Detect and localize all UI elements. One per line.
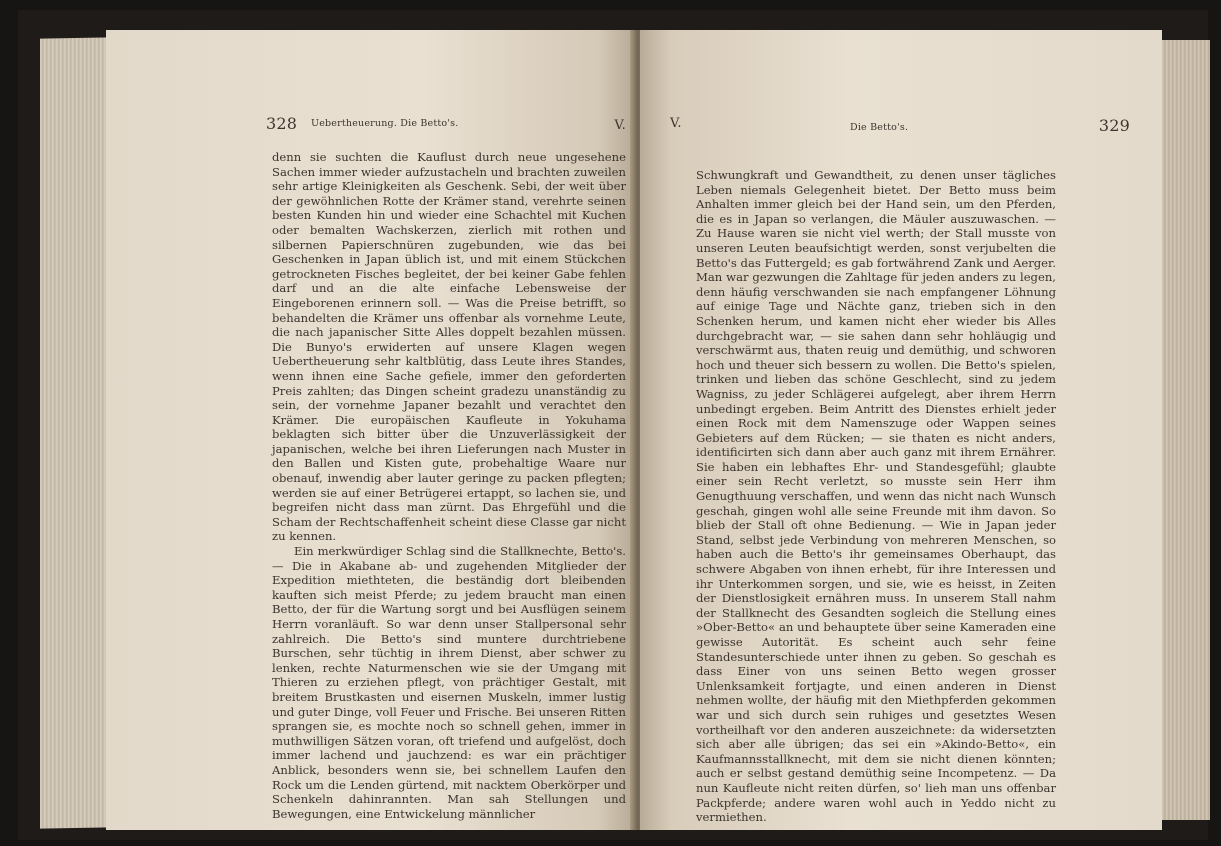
left-chapter-number: V. xyxy=(614,118,626,133)
right-running-head xyxy=(670,118,1130,142)
right-chapter-number: V. xyxy=(670,116,682,131)
left-running-title: Uebertheuerung. Die Betto's. xyxy=(311,118,459,129)
left-paragraph: Ein merkwürdiger Schlag sind die Stallknechte, Betto's. — Die in Akabane ab- und zugehenden Mitglieder der Expedition miethteten, die beständig dort bleibenden kauften sich meist Pferde; zu jedem braucht man einen Betto, der für die Wartung sorgt und bei Ausflügen seinem Herrn voranläuft. So war denn unser Stallpersonal sehr zahlreich. Die Betto's sind muntere durchtriebene Burschen, sehr tüchtig in ihrem Dienst, aber schwer zu lenken, rechte Naturmenschen wie sie der Umgang mit Thieren zu erziehen pflegt, von prächtiger Gestalt, mit breitem Brustkasten und eisernen Muskeln, immer lustig und guter Dinge, voll Feuer und Frische. Bei unseren Ritten sprangen sie, es mochte noch so schnell gehen, immer in muthwilligen Sätzen voran, oft triefend und aufgelöst, doch immer lachend und jauchzend: es war ein prächtiger Anblick, besonders wenn sie, bei schnellem Laufen den Rock um die Lenden gürtend, mit nacktem Oberkörper und Schenkeln dahinrannten. Man sah Stellungen und Bewegungen, eine Entwickelung männlicher xyxy=(272,544,626,821)
right-page-number: 329 xyxy=(1098,116,1130,135)
right-page-edges xyxy=(1158,40,1210,820)
left-paragraph: denn sie suchten die Kauflust durch neue ungesehene Sachen immer wieder aufzustacheln und brachten zuweilen sehr artige Kleinigkeiten als Geschenk. Sebi, der weit über der gewöhnlichen Rotte der Krämer stand, verehrte seinen besten Kunden hin und wieder eine Schachtel mit Kuchen oder bemalten Wachskerzen, zierlich mit rothen und silbernen Papierschnüren zugebunden, wie das bei Geschenken in Japan üblich ist, und mit einem Stückchen getrockneten Fisches begleitet, der bei keiner Gabe fehlen darf und an die alte einfache Lebensweise der Eingeborenen erinnern soll. — Was die Preise betrifft, so behandelten die Krämer uns offenbar als vornehme Leute, die nach japanischer Sitte Alles doppelt bezahlen müssen. Die Bunyo's erwiderten auf unsere Klagen wegen Uebertheuerung sehr kaltblütig, dass Leute ihres Standes, wenn ihnen eine Sache gefiele, immer den geforderten Preis zahlten; das Dingen scheint gradezu unanständig zu sein, der vornehme Japaner bezahlt und verachtet den Krämer. Die europäischen Kaufleute in Yokuhama beklagten sich bitter über die Unzuverlässigkeit der japanischen, welche bei ihren Lieferungen nach Muster in den Ballen und Kisten gute, probehaltige Waare nur obenauf, inwendig aber lauter geringe zu packen pflegten; werden sie auf einer Betrügerei ertappt, so lachen sie, und begreifen nicht dass man zürnt. Das Ehrgefühl und die Scham der Rechtschaffenheit scheint diese Classe gar nicht zu kennen. xyxy=(272,150,626,544)
left-page-number: 328 xyxy=(266,114,298,133)
left-body-text xyxy=(272,150,626,821)
left-page xyxy=(106,30,636,830)
open-book xyxy=(18,10,1208,840)
right-running-title: Die Betto's. xyxy=(850,122,909,133)
left-page-edges xyxy=(40,37,110,828)
left-running-head xyxy=(266,114,626,142)
right-paragraph: Schwungkraft und Gewandtheit, zu denen unser tägliches Leben niemals Gelegenheit bietet. Der Betto muss beim Anhalten immer gleich bei der Hand sein, um den Pferden, die es in Japan so verlangen, die Mäuler auszuwaschen. — Zu Hause waren sie nicht viel werth; der Stall musste von unseren Leuten beaufsichtigt werden, sonst verjubelten die Betto's das Futtergeld; es gab fortwährend Zank und Aerger. Man war gezwungen die Zahltage für jeden anders zu legen, denn häufig verschwanden sie nach empfangener Löhnung auf einige Tage und Nächte ganz, trieben sich in den Schenken herum, und kamen nicht eher wieder bis Alles durchgebracht war, — sie sahen dann sehr hohläugig und verschwärmt aus, thaten reuig und demüthig, und schworen hoch und theuer sich bessern zu wollen. Die Betto's spielen, trinken und lieben das schöne Geschlecht, sind zu jedem Wagniss, zu jeder Schlägerei aufgelegt, aber ihrem Herrn unbedingt ergeben. Beim Antritt des Dienstes erhielt jeder einen Rock mit dem Namenszuge oder Wappen seines Gebieters auf dem Rücken; — sie thaten es nicht anders, identificirten sich dann aber auch ganz mit ihrem Ernährer. Sie haben ein lebhaftes Ehr- und Standesgefühl; glaubte einer sein Recht verletzt, so musste sein Herr ihm Genugthuung verschaffen, und wenn das nicht nach Wunsch geschah, gingen wohl alle seine Freunde mit ihm davon. So blieb der Stall oft ohne Bedienung. — Wie in Japan jeder Stand, selbst jede Verbindung von mehreren Menschen, so haben auch die Betto's ihr gemeinsames Oberhaupt, das schwere Abgaben von ihnen erhebt, für ihre Interessen und ihr Unterkommen sorgen, und sie, wie es heisst, in Zeiten der Dienstlosigkeit ernähren muss. In unserem Stall nahm der Stallknecht des Gesandten sogleich die Stellung eines »Ober-Betto« an und behauptete über seine Kameraden eine gewisse Autorität. Es scheint auch sehr feine Standesunterschiede unter ihnen zu geben. So geschah es dass Einer von uns seinen Betto wegen grosser Unlenksamkeit fortjagte, und einen anderen in Dienst nehmen wollte, der häufig mit den Miethpferden gekommen war und sich durch sein ruhiges und gesetztes Wesen vortheilhaft vor den anderen auszeichnete: da widersetzten sich aber alle übrigen; das sei ein »Akindo-Betto«, ein Kaufmannsstallknecht, mit dem sie nicht dienen könnten; auch er selbst gestand demüthig seine Incompetenz. — Da nun Kaufleute nicht reiten dürfen, so' lieh man uns offenbar Packpferde; andere waren wohl auch in Yeddo nicht zu vermiethen. xyxy=(696,168,1056,825)
right-page xyxy=(640,30,1162,830)
right-body-text xyxy=(696,168,1056,825)
